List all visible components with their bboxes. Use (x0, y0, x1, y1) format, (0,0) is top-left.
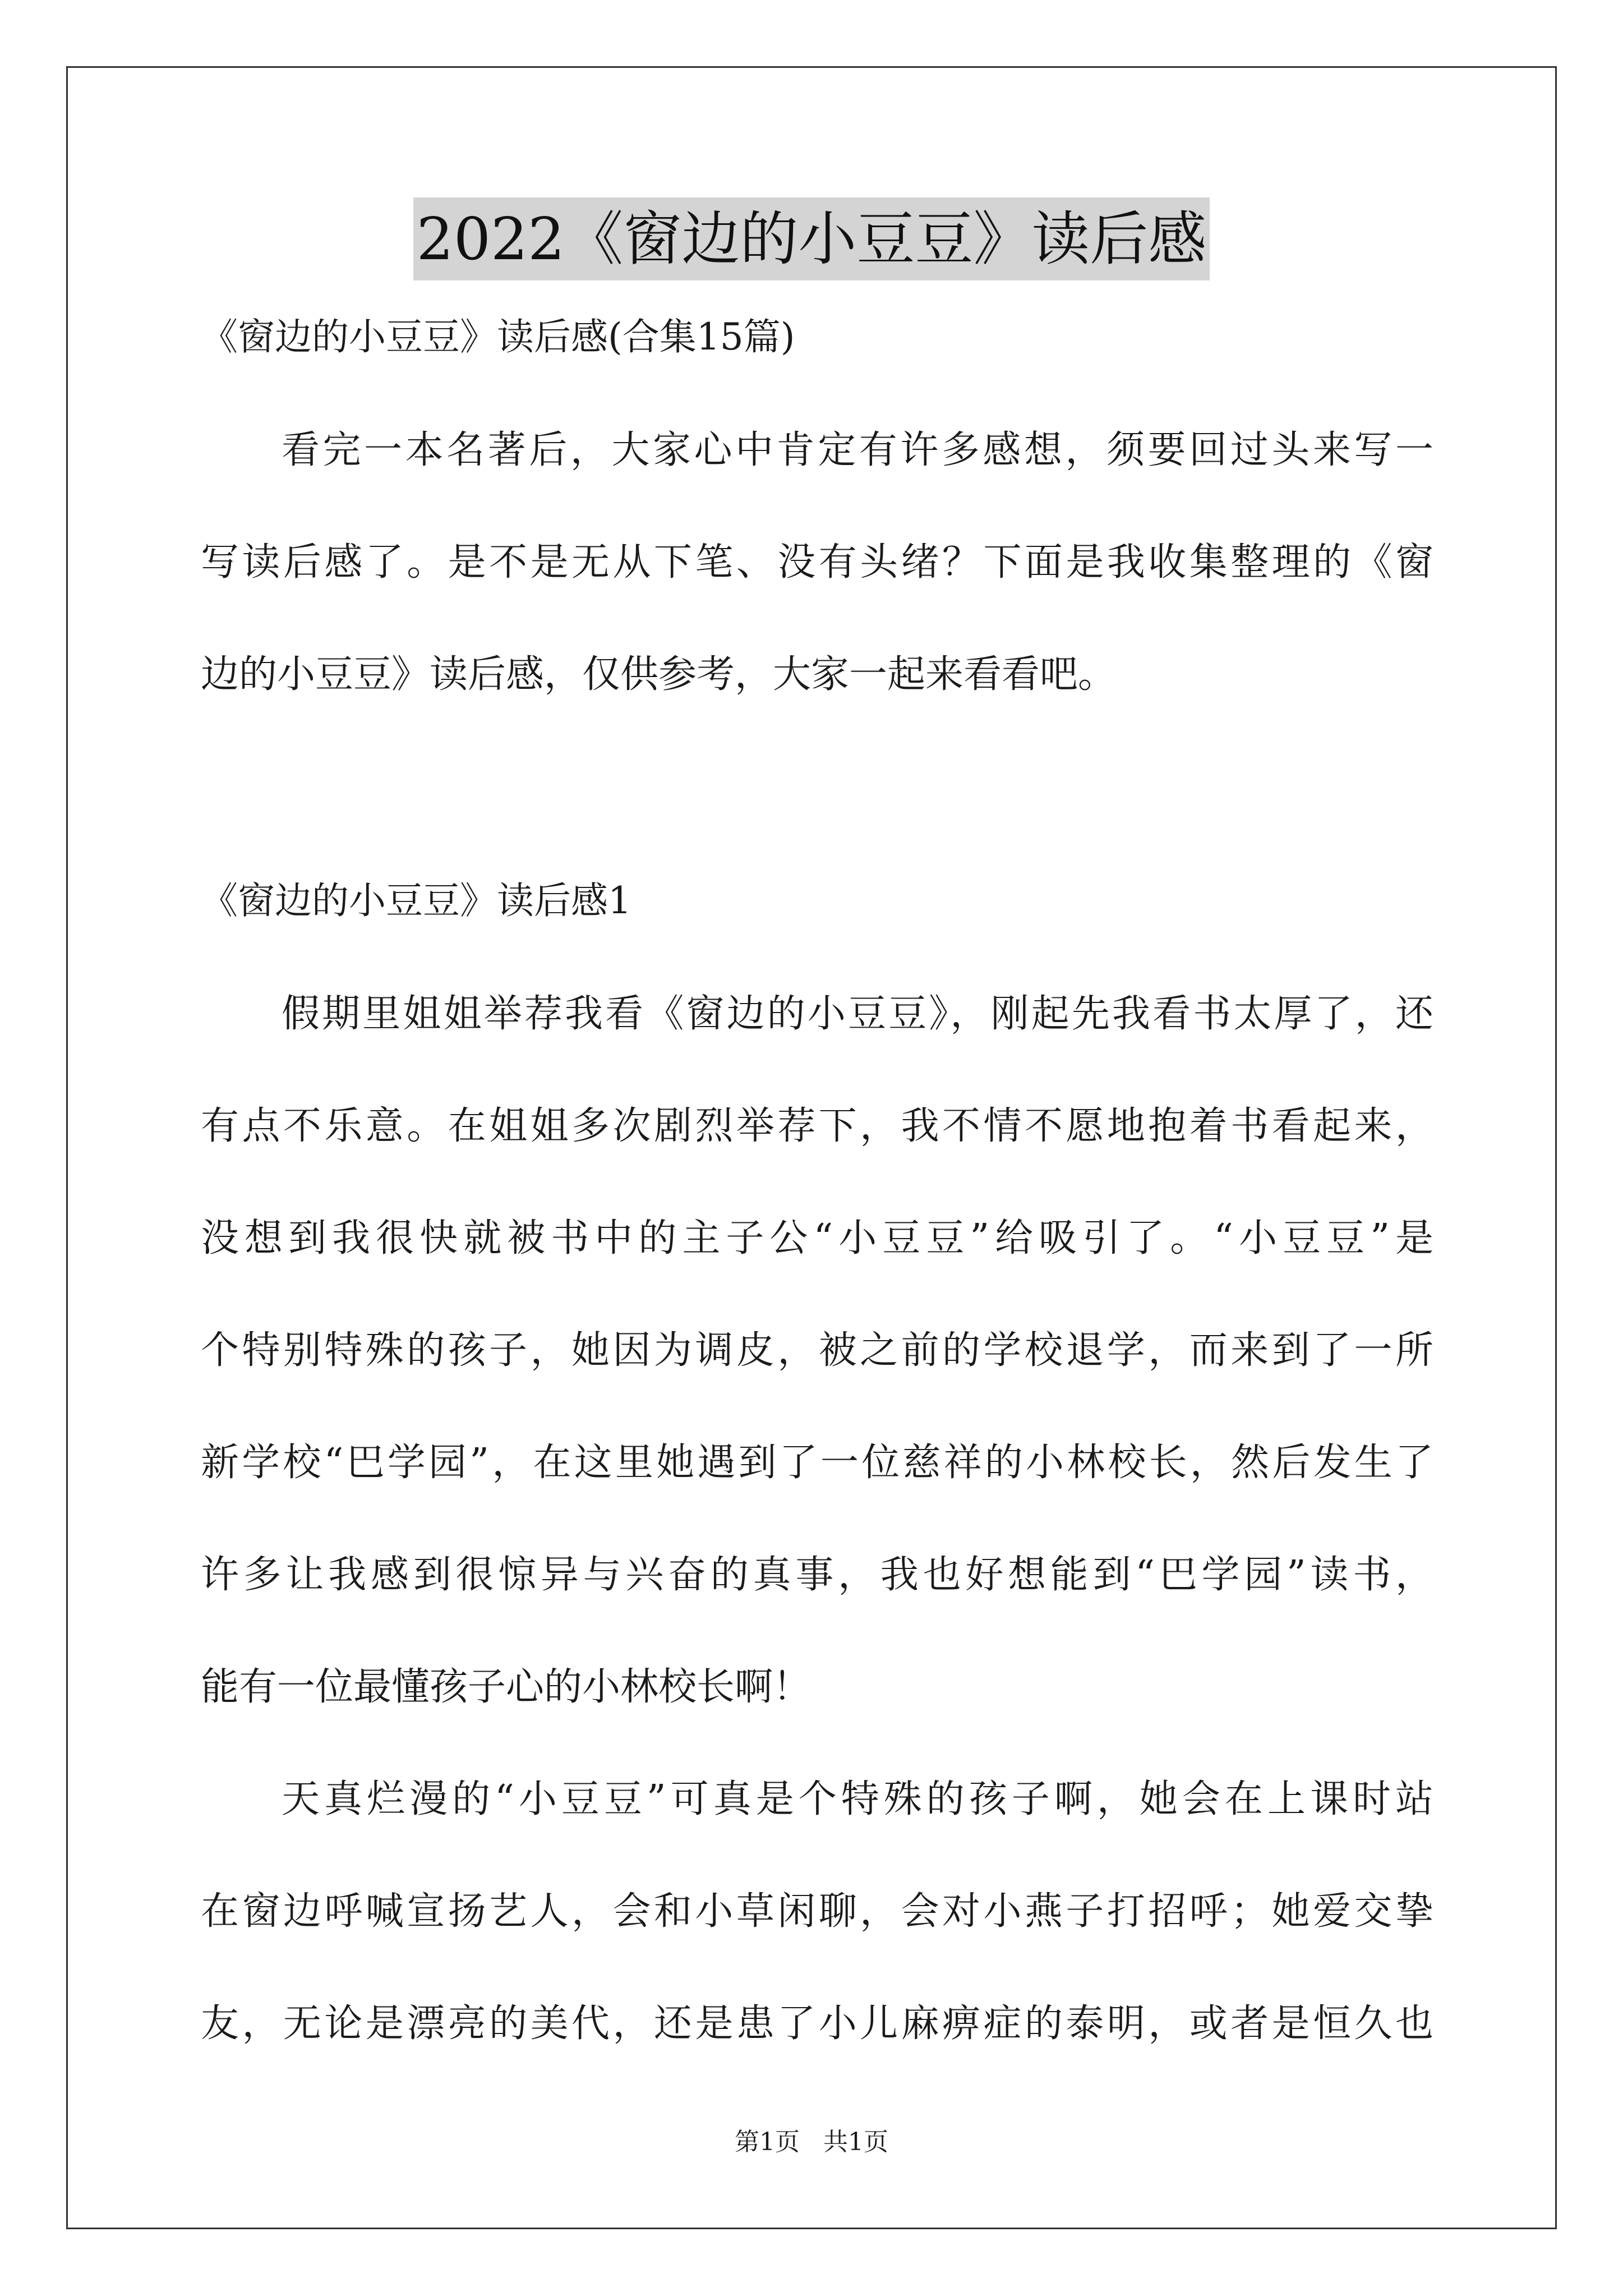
paragraph-line: 许多让我感到很惊异与兴奋的真事，我也好想能到“巴学园”读书， (201, 1553, 1433, 1597)
paragraph-line: 能有一位最懂孩子心的小林校长啊！ (201, 1665, 811, 1709)
title-container (0, 197, 1623, 280)
paragraph-line: 在窗边呼喊宣扬艺人，会和小草闲聊，会对小燕子打招呼；她爱交挚 (201, 1889, 1433, 1934)
paragraph-line: 假期里姐姐举荐我看《窗边的小豆豆》，刚起先我看书太厚了，还 (282, 992, 1433, 1036)
section-heading: 《窗边的小豆豆》读后感1 (201, 879, 631, 922)
paragraph-line: 新学校“巴学园”，在这里她遇到了一位慈祥的小林校长，然后发生了 (201, 1441, 1433, 1485)
page-footer: 第1页 共1页 (735, 2128, 888, 2156)
paragraph-line: 有点不乐意。在姐姐多次剧烈举荐下，我不情不愿地抱着书看起来， (201, 1104, 1433, 1148)
paragraph-line: 友，无论是漂亮的美代，还是患了小儿麻痹症的泰明，或者是恒久也 (201, 2001, 1433, 2046)
intro-line: 看完一本名著后，大家心中肯定有许多感想，须要回过头来写一 (282, 428, 1433, 472)
paragraph-line: 没想到我很快就被书中的主子公“小豆豆”给吸引了。“小豆豆”是 (201, 1216, 1433, 1260)
intro-line: 写读后感了。是不是无从下笔、没有头绪？下面是我收集整理的《窗 (201, 540, 1433, 585)
document-subtitle: 《窗边的小豆豆》读后感(合集15篇) (201, 315, 795, 358)
intro-line: 边的小豆豆》读后感，仅供参考，大家一起来看看吧。 (201, 652, 1117, 697)
document-title: 2022《窗边的小豆豆》读后感 (413, 197, 1210, 280)
paragraph-line: 个特别特殊的孩子，她因为调皮，被之前的学校退学，而来到了一所 (201, 1328, 1433, 1373)
paragraph-line: 天真烂漫的“小豆豆”可真是个特殊的孩子啊，她会在上课时站 (282, 1777, 1433, 1821)
